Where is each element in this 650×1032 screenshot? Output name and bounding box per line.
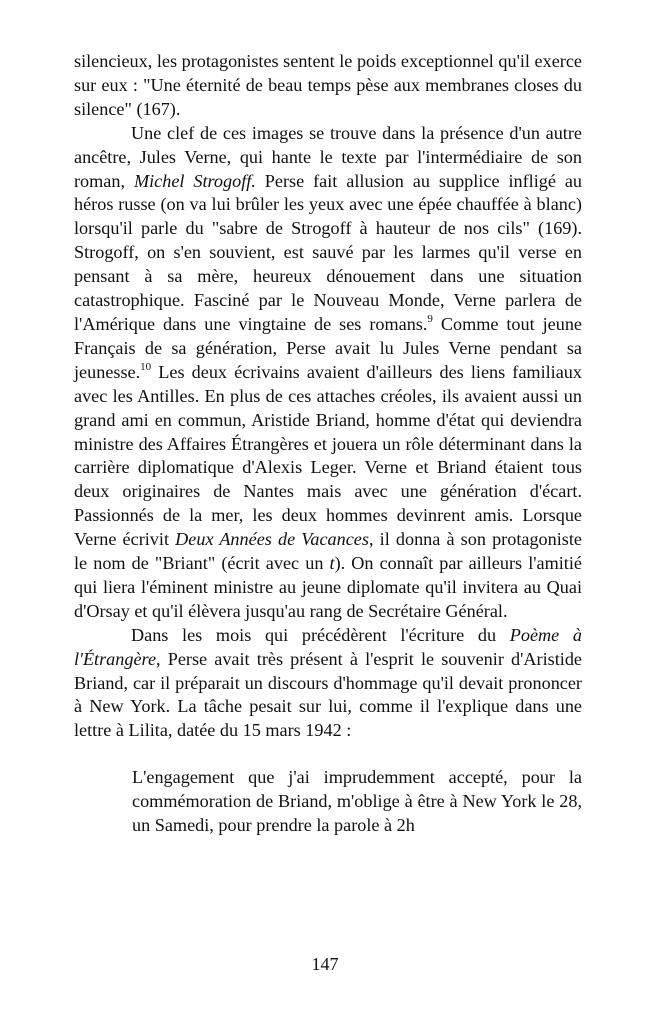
paragraph-continuation: silencieux, les protagonistes sentent le poids exceptionnel qu'il exerce sur eux : "Une éternité de beau temps pèse aux membranes closes du silence" (167). [74, 51, 582, 119]
block-quote: L'engagement que j'ai imprudemment accepté, pour la commémoration de Briand, m'oblige à être à New York le 28, un Samedi, pour prendre la parole à 2h [132, 767, 582, 836]
footnote-marker-9: 9 [427, 312, 433, 325]
book-title-michel-strogoff: Michel Strogoff. [133, 170, 256, 191]
paragraph-verne-text-1: Une clef de ces images se trouve dans la présence d'un autre ancêtre, Jules Verne, qui hante le texte par l'intermédiaire de son roman, [74, 122, 582, 191]
paragraph-verne-text-3: Comme tout jeune Français de sa génération, Perse avait lu Jules Verne pendant sa jeunesse. [74, 313, 582, 382]
book-title-deux-annees: Deux Années de Vacances [175, 529, 369, 550]
italic-letter-t: t [329, 553, 335, 574]
paragraph-verne-text-5: , il donna à son protagoniste le nom de "Briant" (écrit avec un [74, 529, 582, 574]
document-page [74, 50, 582, 838]
paragraph-briand-text-1: Dans les mois qui précédèrent l'écriture du [131, 624, 510, 645]
paragraph-briand [74, 624, 582, 744]
paragraph-verne-text-6: ). On connaît par ailleurs l'amitié qui liera l'éminent ministre au jeune diplomate qu'il invitera au Quai d'Orsay et qu'il élèvera jusqu'au rang de Secrétaire Général. [74, 553, 582, 621]
page-number: 147 [311, 954, 339, 974]
footnote-marker-10: 10 [140, 360, 152, 373]
paragraph-verne-text-4: Les deux écrivains avaient d'ailleurs des liens familiaux avec les Antilles. En plus de ces attaches créoles, ils avaient aussi un grand ami en commun, Aristide Briand, homme d'état qui deviendra ministre des Affaires Étrangères et jouera un rôle déterminant dans la carrière diplomatique d'Alexis Leger. Verne et Briand étaient tous deux originaires de Nantes mais avec une génération d'écart. Passionnés de la mer, les deux hommes devinrent amis. Lorsque Verne écrivit [74, 361, 582, 550]
paragraph-briand-text-2: , Perse avait très présent à l'esprit le souvenir d'Aristide Briand, car il préparait un discours d'hommage qu'il devait prononcer à New York. La tâche pesait sur lui, comme il l'explique dans une lettre à Lilita, datée du 15 mars 1942 : [74, 648, 582, 741]
paragraph-verne [74, 122, 582, 624]
poem-title: Poème à l'Étrangère [74, 624, 582, 669]
paragraph-verne-text-2: Perse fait allusion au supplice infligé au héros russe (on va lui brûler les yeux avec une épée chauffée à blanc) lorsqu'il parle du "sabre de Strogoff à hauteur de nos cils" (169). Strogoff, on s'en souvient, est sauvé par les larmes qu'il verse en pensant à sa mère, heureux dénouement dans une situation catastrophique. Fasciné par le Nouveau Monde, Verne parlera de l'Amérique dans une vingtaine de ses romans. [74, 170, 583, 334]
